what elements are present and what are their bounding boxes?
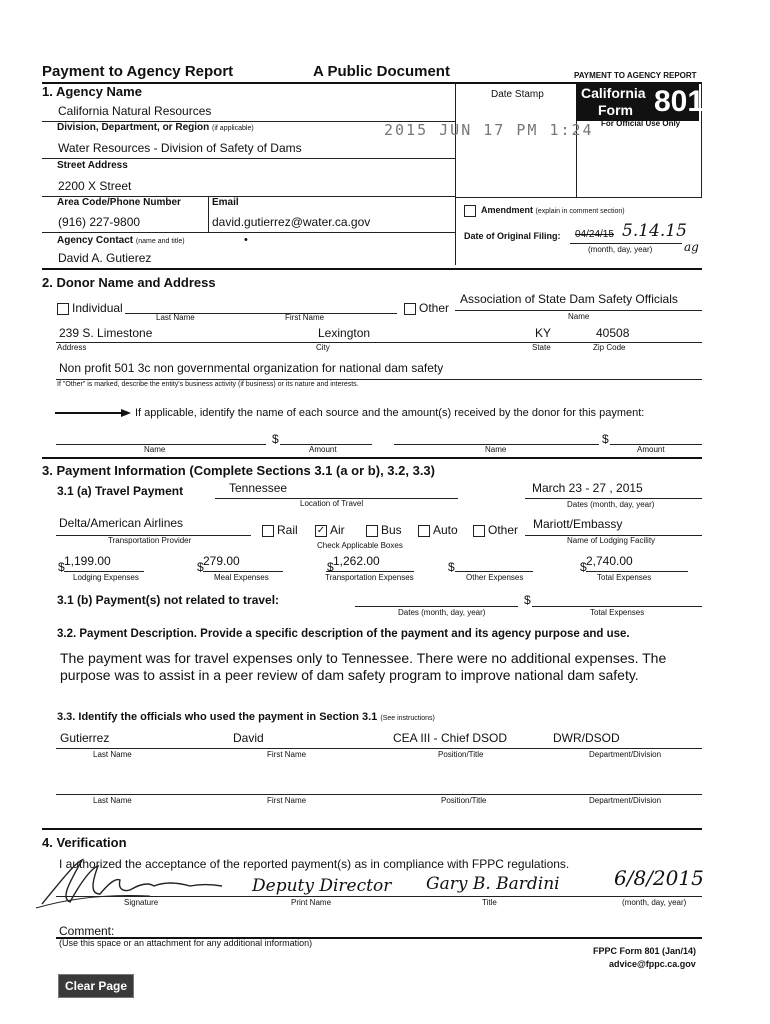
email-value[interactable]: david.gutierrez@water.ca.gov: [212, 215, 371, 229]
donor-city[interactable]: Lexington: [318, 326, 371, 340]
title-caption: Title: [482, 898, 497, 907]
air-label: Air: [330, 523, 345, 537]
payment-description-line1[interactable]: The payment was for travel expenses only to Tennessee. There were no additional expenses. The: [60, 650, 667, 666]
rule: [586, 571, 688, 572]
total-expense[interactable]: 2,740.00: [586, 554, 633, 568]
official-position[interactable]: CEA III - Chief DSOD: [393, 731, 508, 745]
rule: [56, 794, 702, 795]
rule: [525, 498, 702, 499]
title-handwritten[interactable]: Deputy Director: [252, 876, 392, 896]
lodging-facility-caption: Name of Lodging Facility: [567, 536, 656, 545]
officials-heading-text: 3.3. Identify the officials who used the payment in Section 3.1: [57, 711, 378, 723]
name-caption: Name: [568, 312, 590, 321]
form-title: Payment to Agency Report: [42, 63, 234, 80]
public-document-label: A Public Document: [313, 63, 450, 80]
rule: [455, 571, 533, 572]
payment-description-heading: 3.2. Payment Description. Provide a specific description of the payment and its agency purpose and use.: [57, 628, 630, 640]
source-name-caption: Name: [144, 445, 166, 454]
travel-dates[interactable]: March 23 - 27 , 2015: [532, 481, 643, 495]
business-note: If "Other" is marked, describe the entity's business activity (if business) or its nature and interests.: [57, 381, 359, 388]
rule: [203, 571, 283, 572]
rail-label: Rail: [277, 523, 298, 537]
comment-note: (Use this space or an attachment for any additional information): [59, 938, 313, 948]
bullet-mark: •: [244, 234, 248, 246]
last-name-caption: Last Name: [93, 796, 132, 805]
officials-heading: [57, 711, 435, 723]
individual-checkbox[interactable]: [57, 303, 69, 315]
air-checkbox[interactable]: ✓: [316, 525, 326, 536]
bus-label: Bus: [381, 523, 402, 537]
official-last-name[interactable]: Gutierrez: [60, 731, 110, 745]
rail-checkbox[interactable]: [262, 525, 274, 537]
lodging-expense[interactable]: 1,199.00: [64, 554, 111, 568]
department-caption: Department/Division: [589, 750, 662, 759]
transport-expense-dollar: $: [327, 560, 334, 574]
received-stamp: 2015 JUN 17 PM 1:24: [384, 121, 594, 139]
date-caption: (month, day, year): [622, 898, 687, 907]
orig-filing-struck: 04/24/15: [575, 229, 614, 240]
transport-expense[interactable]: 1,262.00: [333, 554, 380, 568]
rule: [532, 606, 702, 607]
section2-heading: 2. Donor Name and Address: [42, 275, 216, 290]
rule: [42, 158, 455, 159]
meal-expense-dollar: $: [197, 560, 204, 574]
contact-label: [57, 235, 185, 246]
dollar-sign: $: [602, 432, 609, 446]
lodging-expense-caption: Lodging Expenses: [73, 573, 139, 582]
section1-divider: [455, 83, 456, 265]
location-caption: Location of Travel: [300, 499, 364, 508]
rule: [56, 748, 702, 749]
street-label: Street Address: [57, 160, 128, 171]
nontravel-dollar: $: [524, 593, 531, 607]
total-expense-dollar: $: [580, 560, 587, 574]
orig-filing-initials: ag: [684, 240, 699, 254]
arrow-right-icon: [55, 408, 131, 418]
amendment-label: [481, 205, 625, 215]
last-name-caption: Last Name: [156, 313, 195, 322]
section-rule: [42, 828, 702, 830]
total-expense-caption: Total Expenses: [597, 573, 652, 582]
provider-caption: Transportation Provider: [108, 536, 192, 545]
rule: [355, 606, 518, 607]
rule: [56, 379, 702, 380]
section-rule: [42, 457, 702, 459]
bus-checkbox[interactable]: [366, 525, 378, 537]
nontravel-total-caption: Total Expenses: [590, 608, 645, 617]
division-label-text: Division, Department, or Region: [57, 122, 210, 133]
amendment-label-text: Amendment: [481, 205, 534, 215]
donor-business[interactable]: Non profit 501 3c non governmental organization for national dam safety: [59, 361, 444, 375]
state-caption: State: [532, 343, 551, 352]
first-name-caption: First Name: [267, 796, 307, 805]
dollar-sign: $: [272, 432, 279, 446]
nontravel-dates-caption: Dates (month, day, year): [398, 608, 486, 617]
donor-address[interactable]: 239 S. Limestone: [59, 326, 153, 340]
rule: [326, 571, 414, 572]
donor-state[interactable]: KY: [535, 326, 552, 340]
first-name-caption: First Name: [267, 750, 307, 759]
auto-checkbox[interactable]: [418, 525, 430, 537]
division-label: [57, 122, 254, 133]
section1-heading: 1. Agency Name: [42, 84, 142, 99]
zip-caption: Zip Code: [593, 343, 626, 352]
form-id: FPPC Form 801 (Jan/14): [593, 946, 697, 956]
source-amount-caption: Amount: [637, 445, 665, 454]
badge-form: Form: [598, 102, 633, 118]
fppc-email: advice@fppc.ca.gov: [609, 959, 696, 969]
official-first-name[interactable]: David: [233, 731, 264, 745]
orig-filing-caption: (month, day, year): [588, 245, 653, 254]
email-label: Email: [212, 197, 239, 208]
section3-heading: 3. Payment Information (Complete Sections 3.1 (a or b), 3.2, 3.3): [42, 463, 435, 478]
source-instruction: If applicable, identify the name of each source and the amount(s) received by the donor for this payment:: [135, 407, 645, 419]
dates-caption: Dates (month, day, year): [567, 500, 655, 509]
other-transport-label: Other: [488, 523, 519, 537]
position-caption: Position/Title: [438, 750, 484, 759]
agency-name-value[interactable]: California Natural Resources: [58, 104, 212, 118]
date-stamp-label: Date Stamp: [491, 89, 544, 100]
meal-expense-caption: Meal Expenses: [214, 573, 269, 582]
division-value[interactable]: Water Resources - Division of Safety of Dams: [58, 141, 302, 155]
clear-page-button[interactable]: Clear Page: [58, 974, 134, 998]
contact-label-note: (name and title): [135, 238, 185, 245]
check-boxes-caption: Check Applicable Boxes: [317, 541, 403, 550]
donor-org-name[interactable]: Association of State Dam Safety Officials: [460, 292, 678, 306]
amendment-label-note: (explain in comment section): [535, 208, 625, 215]
lodging-expense-dollar: $: [58, 560, 65, 574]
other-checkbox[interactable]: [404, 303, 416, 315]
print-name-handwritten[interactable]: Gary B. Bardini: [426, 874, 560, 894]
badge-number: 801: [654, 85, 705, 118]
phone-value[interactable]: (916) 227-9800: [58, 215, 141, 229]
division-label-note: (if applicable): [212, 125, 254, 132]
badge-state: California: [581, 85, 646, 101]
section4-heading: 4. Verification: [42, 835, 127, 850]
stamp-bottom-rule: [455, 197, 702, 198]
travel-location[interactable]: Tennessee: [229, 481, 288, 495]
comment-label: Comment:: [59, 924, 115, 938]
donor-zip[interactable]: 40508: [596, 326, 630, 340]
nontravel-label: 3.1 (b) Payment(s) not related to travel:: [57, 593, 280, 607]
signature-caption: Signature: [124, 898, 159, 907]
rule: [56, 896, 702, 897]
orig-filing-label: Date of Original Filing:: [464, 231, 561, 241]
street-value[interactable]: 2200 X Street: [58, 179, 132, 193]
official-use-label: For Official Use Only: [601, 119, 681, 128]
report-label: PAYMENT TO AGENCY REPORT: [574, 71, 697, 80]
amendment-checkbox[interactable]: [464, 205, 476, 217]
rule: [570, 243, 682, 244]
individual-label: Individual: [72, 301, 123, 315]
date-handwritten[interactable]: 6/8/2015: [614, 866, 704, 890]
other-label: Other: [419, 301, 450, 315]
source-name-caption: Name: [485, 445, 507, 454]
travel-payment-label: 3.1 (a) Travel Payment: [57, 484, 184, 498]
contact-value[interactable]: David A. Gutierez: [58, 251, 152, 265]
officials-heading-note: (See instructions): [380, 715, 435, 722]
other-expense-caption: Other Expenses: [466, 573, 524, 582]
address-caption: Address: [57, 343, 87, 352]
other-transport-checkbox[interactable]: [473, 525, 485, 537]
rule: [42, 232, 455, 233]
phone-email-divider: [208, 196, 209, 232]
transport-expense-caption: Transportation Expenses: [325, 573, 414, 582]
contact-label-text: Agency Contact: [57, 235, 134, 246]
orig-filing-new[interactable]: 5.14.15: [622, 221, 687, 241]
first-name-caption: First Name: [285, 313, 325, 322]
department-caption: Department/Division: [589, 796, 662, 805]
official-department[interactable]: DWR/DSOD: [553, 731, 620, 745]
other-expense-dollar: $: [448, 560, 455, 574]
print-name-caption: Print Name: [291, 898, 332, 907]
phone-label: Area Code/Phone Number: [57, 197, 181, 208]
position-caption: Position/Title: [441, 796, 487, 805]
city-caption: City: [316, 343, 330, 352]
auto-label: Auto: [433, 523, 458, 537]
payment-description-line2[interactable]: purpose was to assist in a peer review of dam safety program to improve national dam safety.: [60, 667, 639, 683]
meal-expense[interactable]: 279.00: [203, 554, 240, 568]
transport-provider[interactable]: Delta/American Airlines: [59, 516, 184, 530]
verification-statement: I authorized the acceptance of the reported payment(s) as in compliance with FPPC regulations.: [59, 857, 570, 871]
lodging-facility[interactable]: Mariott/Embassy: [533, 517, 623, 531]
source-amount-caption: Amount: [309, 445, 337, 454]
rule: [455, 310, 702, 311]
section-rule: [42, 268, 702, 270]
rule: [64, 571, 144, 572]
form-801-badge: [576, 83, 705, 121]
last-name-caption: Last Name: [93, 750, 132, 759]
